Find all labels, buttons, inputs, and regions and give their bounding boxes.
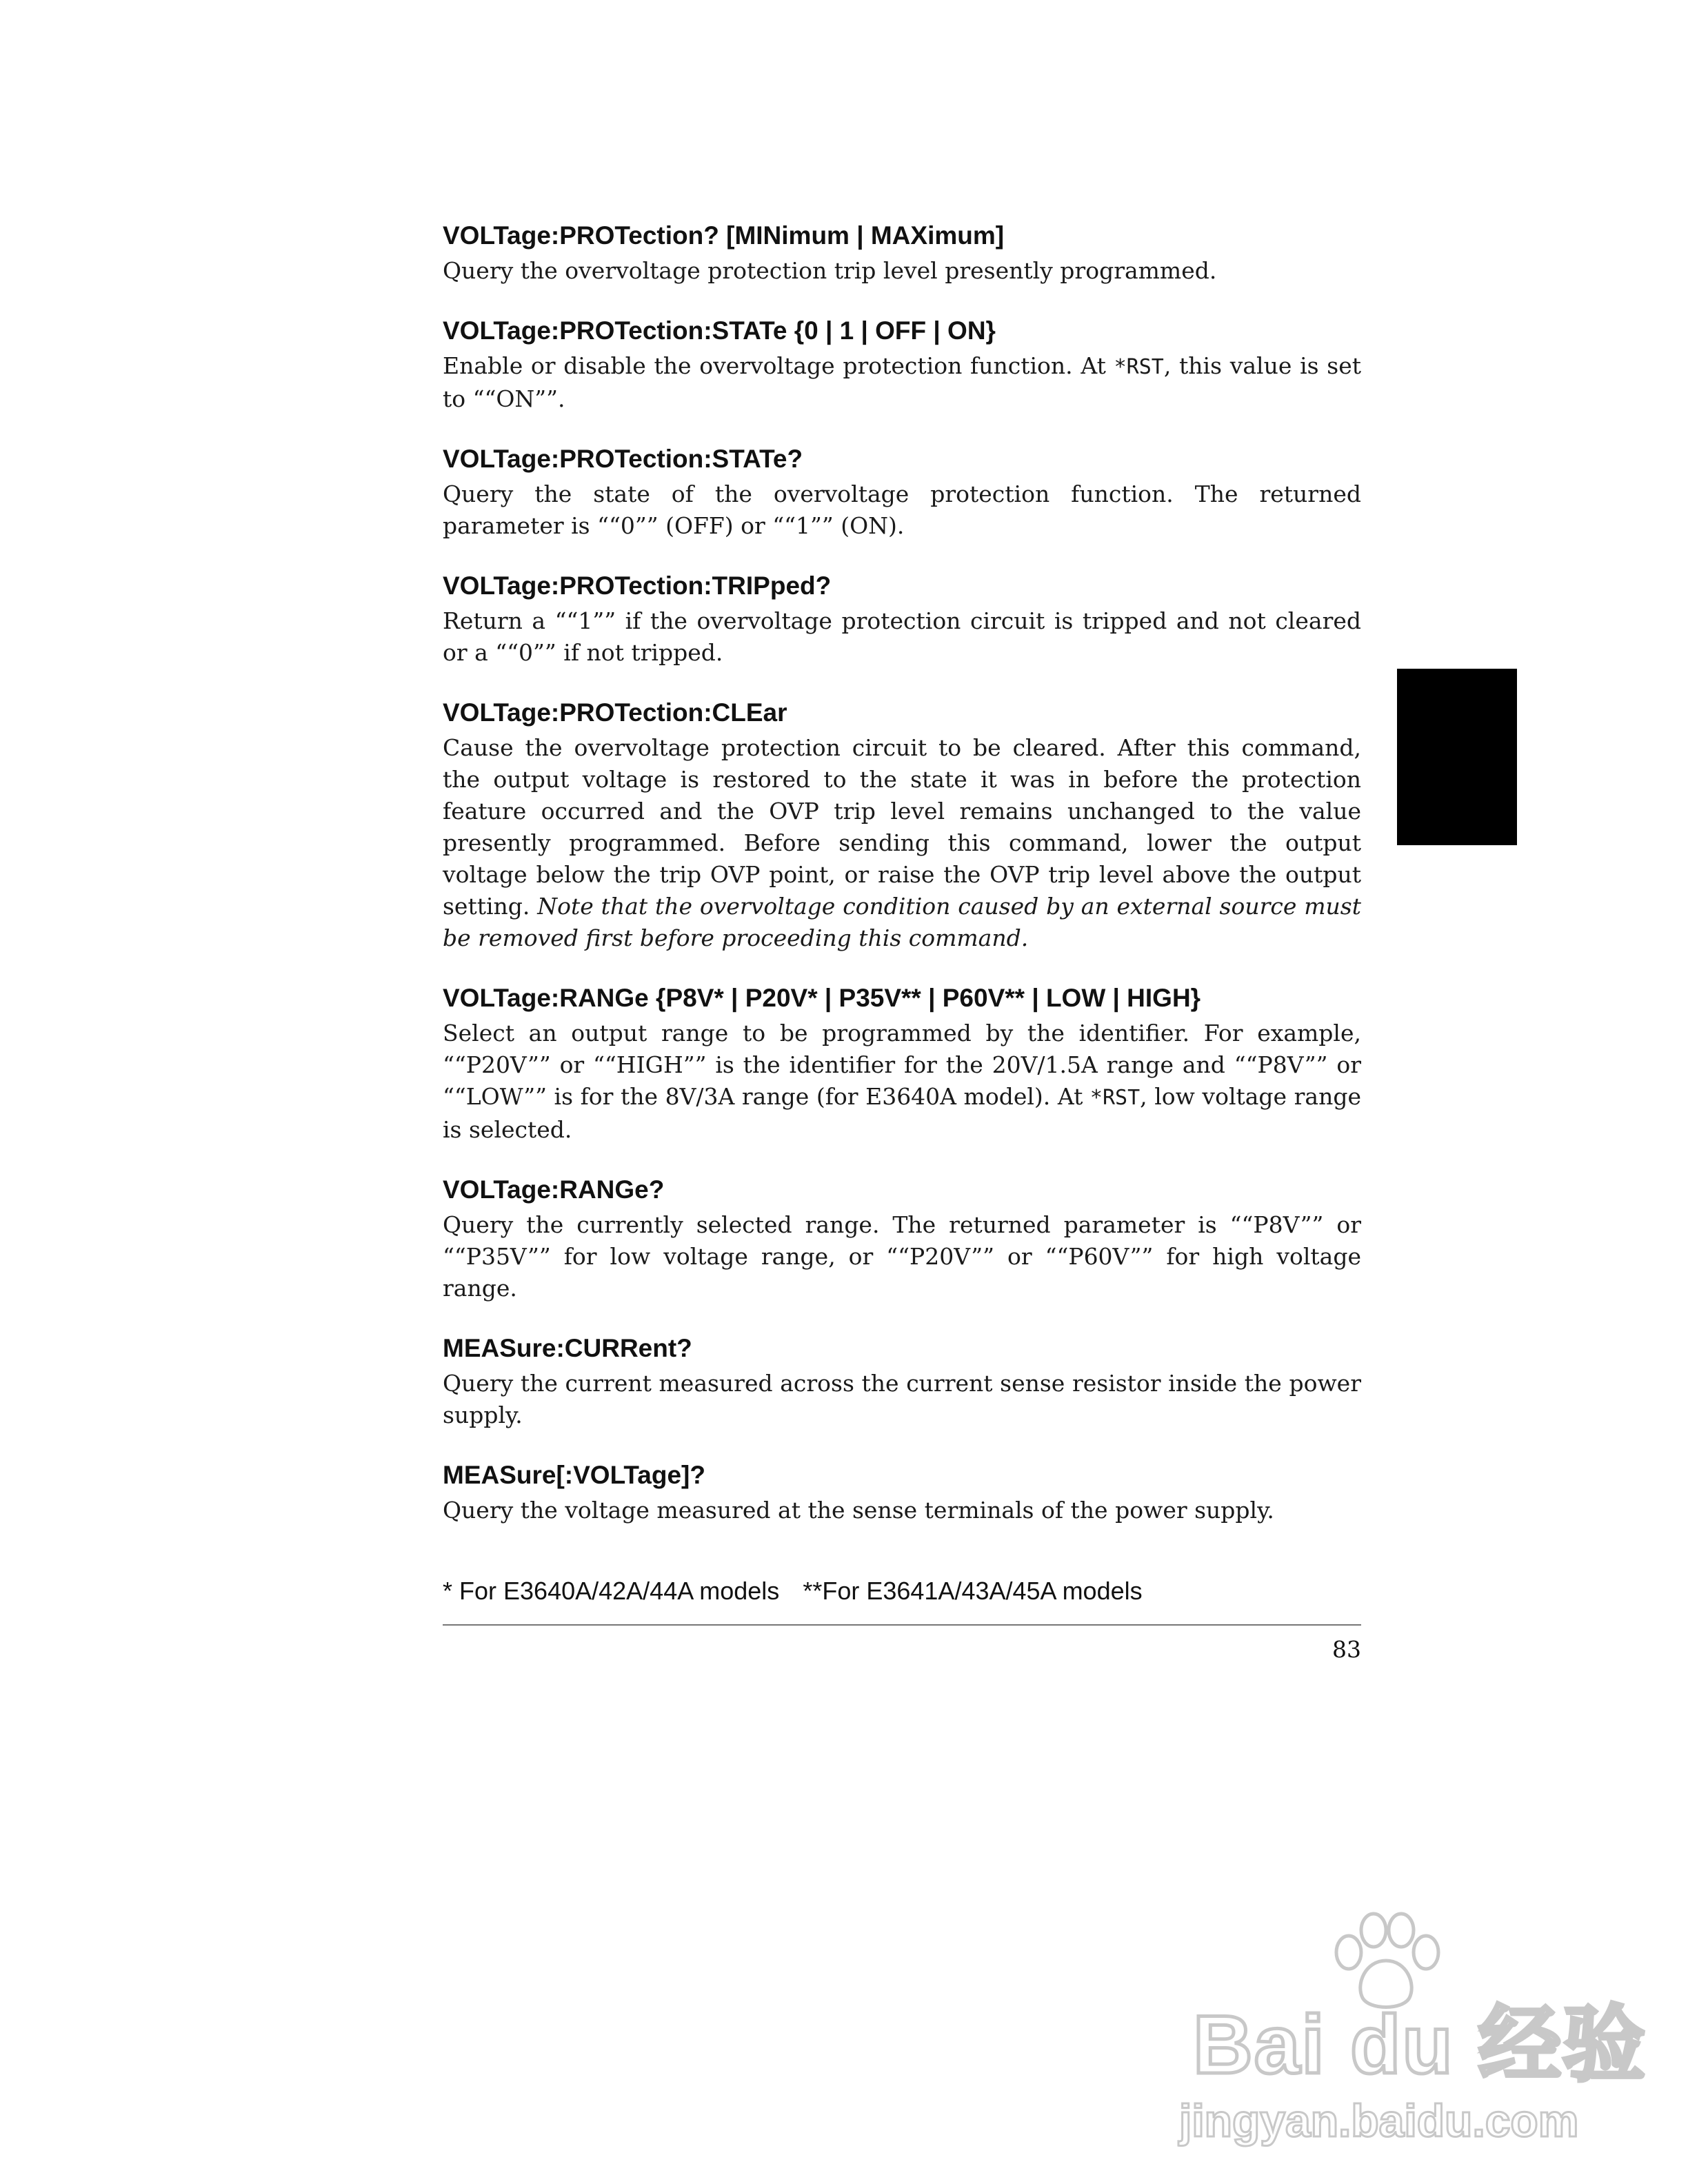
command-description	[443, 350, 1361, 415]
footer-rule	[443, 1624, 1361, 1626]
description-text: Enable or disable the overvoltage protection function. At	[443, 352, 1114, 379]
code-rst: *RST	[1114, 355, 1164, 379]
command-description: Query the overvoltage protection trip level presently programmed.	[443, 257, 1217, 284]
command-heading: VOLTage:PROTection:TRIPped?	[443, 572, 832, 600]
page-number: 83	[1332, 1636, 1361, 1663]
entry-voltage-range-query	[443, 1173, 1361, 1304]
description-text: , this value is set to ““ON””.	[443, 352, 1361, 412]
entry-voltage-protection-query	[443, 219, 1361, 287]
watermark-logo-text: Bai du 经验	[1193, 1999, 1647, 2091]
description-text: Select an output range to be programmed by the identifier. For example, ““P20V”” or ““HIGH”” is the identifier for the 20V/1.5A range and ““P8V”” or ““LOW”” is for the 8V/3A range (for E3640A model). At	[443, 1020, 1361, 1110]
command-description: Query the voltage measured at the sense terminals of the power supply.	[443, 1497, 1274, 1524]
entry-measure-voltage	[443, 1459, 1361, 1526]
entry-voltage-range	[443, 982, 1361, 1146]
command-description: Query the current measured across the current sense resistor inside the power supply.	[443, 1370, 1361, 1428]
command-description: Query the state of the overvoltage protection function. The returned parameter is ““0”” (OFF) or ““1”” (ON).	[443, 481, 1361, 539]
command-heading: MEASure:CURRent?	[443, 1334, 692, 1362]
command-heading: VOLTage:PROTection:STATe {0 | 1 | OFF | ON}	[443, 316, 996, 345]
baidu-jingyan-watermark	[1172, 1903, 1647, 2178]
command-description: Query the currently selected range. The returned parameter is ““P8V”” or ““P35V”” for low voltage range, or ““P20V”” or ““P60V”” for high voltage range.	[443, 1211, 1361, 1302]
command-description	[443, 1018, 1361, 1146]
description-text: Cause the overvoltage protection circuit to be cleared. After this command, the output voltage is restored to the state it was in before the protection feature occurred and the OVP trip level remains unchanged to the value presently programmed. Before sending this command, lower the output voltage below the trip OVP point, or raise the OVP trip level above the output setting.	[443, 734, 1361, 920]
command-description: Return a ““1”” if the overvoltage protection circuit is tripped and not cleared or a ““0”” if not tripped.	[443, 607, 1361, 666]
command-reference	[443, 219, 1361, 1554]
command-description	[443, 732, 1361, 954]
command-heading: VOLTage:RANGe?	[443, 1175, 665, 1204]
italic-note: Note that the overvoltage condition caused by an external source must be removed first before proceeding this command.	[443, 893, 1361, 951]
footnote-single-star: * For E3640A/42A/44A models	[443, 1577, 780, 1605]
entry-voltage-protection-tripped	[443, 569, 1361, 669]
chapter-thumb-tab	[1397, 669, 1517, 845]
command-heading: VOLTage:PROTection? [MINimum | MAXimum]	[443, 221, 1005, 250]
footnote	[443, 1576, 1143, 1606]
command-heading: MEASure[:VOLTage]?	[443, 1461, 705, 1489]
code-rst: *RST	[1089, 1086, 1141, 1110]
command-heading: VOLTage:PROTection:STATe?	[443, 445, 803, 473]
entry-voltage-protection-clear	[443, 696, 1361, 954]
command-heading: VOLTage:RANGe {P8V* | P20V* | P35V** | P60V** | LOW | HIGH}	[443, 984, 1201, 1012]
entry-measure-current	[443, 1332, 1361, 1431]
footnote-double-star: **For E3641A/43A/45A models	[803, 1577, 1143, 1605]
description-text: , low voltage range is selected.	[443, 1083, 1362, 1143]
entry-voltage-protection-state	[443, 314, 1361, 415]
command-heading: VOLTage:PROTection:CLEar	[443, 698, 787, 727]
watermark-url: jingyan.baidu.com	[1179, 2095, 1579, 2146]
entry-voltage-protection-state-query	[443, 443, 1361, 542]
